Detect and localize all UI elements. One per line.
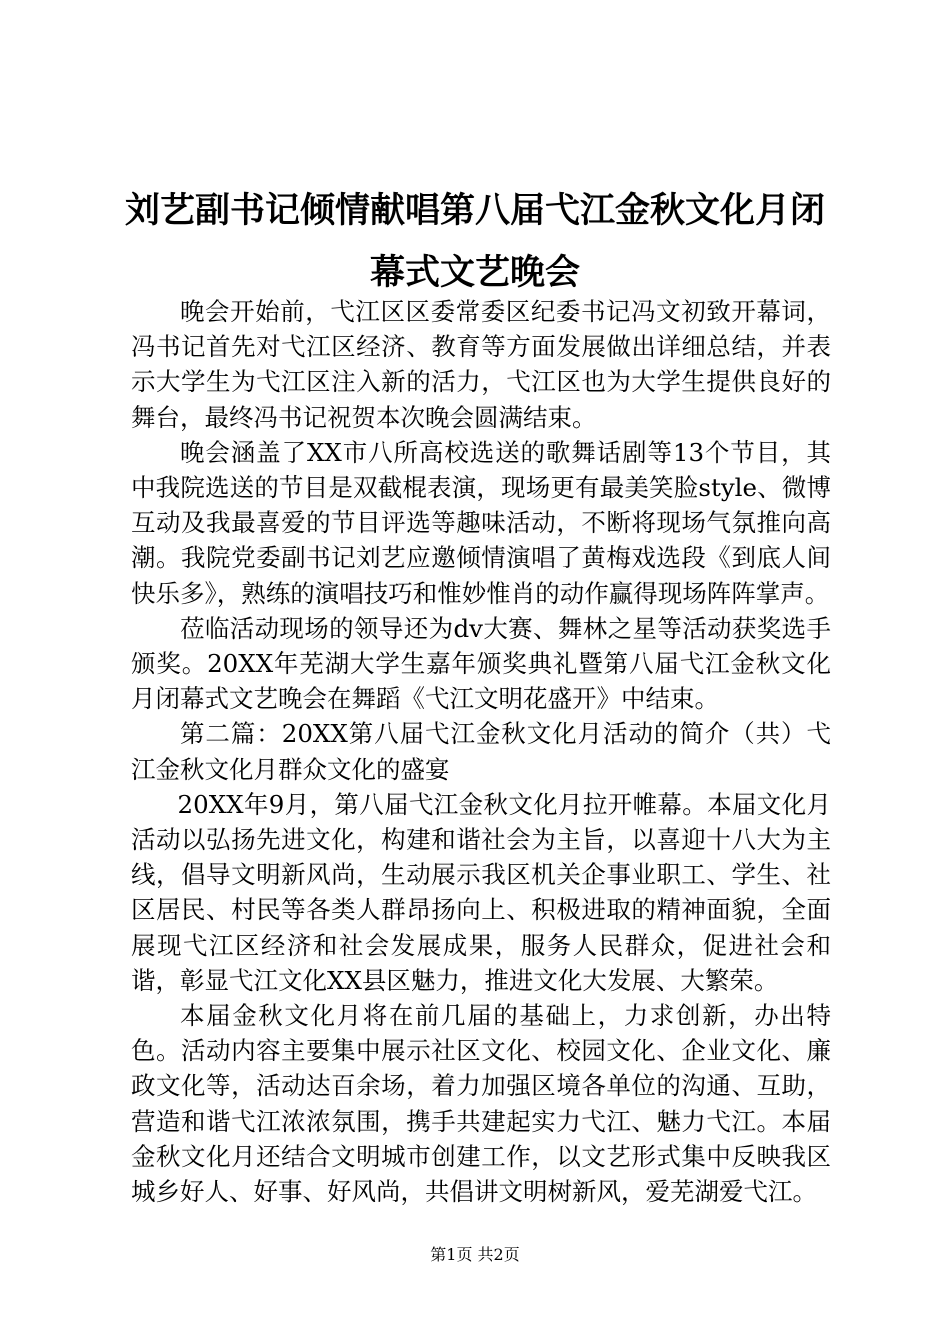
paragraph-2: 晚会涵盖了XX市八所高校选送的歌舞话剧等13个节目，其中我院选送的节目是双截棍表演，现场更有最美笑脸style、微博互动及我最喜爱的节目评选等趣味活动，不断将现场气氛推向高潮。我院党委副书记刘艺应邀倾情演唱了黄梅戏选段《到底人间快乐多》，熟练的演唱技巧和惟妙惟肖的动作赢得现场阵阵掌声。 xyxy=(131,437,831,608)
paragraph-4-heading: 第二篇：20XX第八届弋江金秋文化月活动的简介（共）弋江金秋文化月群众文化的盛宴 xyxy=(131,719,831,784)
page-footer: 第1页 共2页 xyxy=(430,1245,520,1264)
document-body xyxy=(131,294,831,1209)
paragraph-1: 晚会开始前，弋江区区委常委区纪委书记冯文初致开幕词，冯书记首先对弋江区经济、教育等方面发展做出详细总结，并表示大学生为弋江区注入新的活力，弋江区也为大学生提供良好的舞台，最终冯书记祝贺本次晚会圆满结束。 xyxy=(131,297,831,432)
document-title: 刘艺副书记倾情献唱第八届弋江金秋文化月闭幕式文艺晚会 xyxy=(124,190,825,293)
paragraph-5: 20XX年9月，第八届弋江金秋文化月拉开帷幕。本届文化月活动以弘扬先进文化，构建和谐社会为主旨，以喜迎十八大为主线，倡导文明新风尚，生动展示我区机关企事业职工、学生、社区居民、村民等各类人群昂扬向上、积极进取的精神面貌，全面展现弋江区经济和社会发展成果，服务人民群众，促进社会和谐，彰显弋江文化XX县区魅力，推进文化大发展、大繁荣。 xyxy=(131,789,831,995)
paragraph-3: 莅临活动现场的领导还为dv大赛、舞林之星等活动获奖选手颁奖。20XX年芜湖大学生嘉年颁奖典礼暨第八届弋江金秋文化月闭幕式文艺晚会在舞蹈《弋江文明花盛开》中结束。 xyxy=(131,613,831,714)
paragraph-6: 本届金秋文化月将在前几届的基础上，力求创新，办出特色。活动内容主要集中展示社区文化、校园文化、企业文化、廉政文化等，活动达百余场，着力加强区境各单位的沟通、互助，营造和谐弋江浓浓氛围，携手共建起实力弋江、魅力弋江。本届金秋文化月还结合文明城市创建工作，以文艺形式集中反映我区城乡好人、好事、好风尚，共倡讲文明树新风，爱芜湖爱弋江。 xyxy=(131,1001,831,1207)
